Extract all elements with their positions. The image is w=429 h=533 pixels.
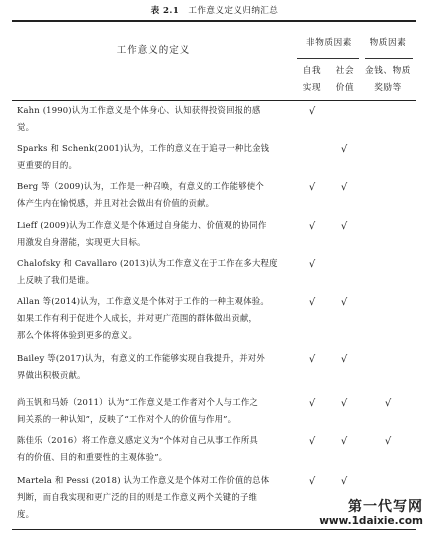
check-self-realization: √ <box>308 221 316 232</box>
site-watermark <box>319 496 423 527</box>
header-self-realization-line2: 实现 <box>302 83 322 93</box>
table-row <box>17 255 295 289</box>
check-social-value: √ <box>340 476 348 487</box>
check-self-realization: √ <box>308 259 316 270</box>
check-self-realization: √ <box>308 398 316 409</box>
row-definition-line: 上反映了我们是谁。 <box>17 275 95 285</box>
check-self-realization: √ <box>308 476 316 487</box>
table-row <box>17 140 295 174</box>
table-row <box>17 217 295 251</box>
row-definition-line: 那么个体将体验到更多的意义。 <box>17 330 138 340</box>
header-social-value <box>329 63 361 97</box>
check-social-value: √ <box>340 144 348 155</box>
header-group-material: 物质因素 <box>369 38 407 48</box>
check-social-value: √ <box>340 221 348 232</box>
check-social-value: √ <box>340 182 348 193</box>
bottom-rule <box>12 529 416 530</box>
table-title <box>0 4 429 16</box>
row-definition-line: 判断，而自我实现和更广泛的目的则是工作意义两个关键的子维 <box>17 492 258 502</box>
check-self-realization: √ <box>308 297 316 308</box>
header-self-realization-line1: 自我 <box>302 66 322 76</box>
check-social-value: √ <box>340 398 348 409</box>
row-definition-line: 度。 <box>17 509 35 519</box>
row-definition-line: 如果工作有利于促进个人成长，并对更广范围的群体做出贡献， <box>17 313 258 323</box>
top-rule <box>12 20 416 22</box>
table-number: 表 2.1 <box>150 6 180 16</box>
row-definition-line: 尚玉钒和马娇（2011）认为“工作意义是工作者对个人与工作之 <box>17 397 258 407</box>
header-social-value-line1: 社会 <box>335 66 355 76</box>
row-definition-line: Allan 等(2014)认为，工作意义是个体对于工作的一种主观体验。 <box>17 296 269 306</box>
header-money-reward-line2: 奖励等 <box>374 83 402 93</box>
table-row <box>17 472 295 523</box>
row-definition-line: 陈佳乐（2016）将工作意义感定义为“个体对自己从事工作所具 <box>17 435 258 445</box>
row-definition-line: 界做出积极贡献。 <box>17 370 86 380</box>
check-self-realization: √ <box>308 436 316 447</box>
check-social-value: √ <box>340 354 348 365</box>
header-money-reward-line1: 金钱、物质 <box>365 66 411 76</box>
row-definition-line: Sparks 和 Schenk(2001)认为，工作的意义在于追寻一种比金钱 <box>17 143 270 153</box>
header-self-realization <box>296 63 328 97</box>
group-underline-nonmaterial <box>297 58 359 59</box>
header-money-reward <box>361 63 415 97</box>
row-definition-line: Berg 等（2009)认为，工作是一种召唤，有意义的工作能够使个 <box>17 181 264 191</box>
check-social-value: √ <box>340 297 348 308</box>
row-definition-line: Lieff (2009)认为工作意义是个体通过自身能力、价值观的协同作 <box>17 220 267 230</box>
check-money-reward: √ <box>384 398 392 409</box>
row-definition-line: 体产生内在愉悦感，并且对社会做出有价值的贡献。 <box>17 198 215 208</box>
group-underline-material <box>365 58 413 59</box>
row-definition-line: 间关系的一种认知”，反映了“工作对个人的价值与作用”。 <box>17 414 237 424</box>
header-rule <box>12 100 416 101</box>
header-group-nonmaterial: 非物质因素 <box>306 38 352 48</box>
watermark-text: 第一代写网 <box>348 499 423 515</box>
table-row <box>17 350 295 384</box>
check-self-realization: √ <box>308 354 316 365</box>
row-definition-line: 用激发自身潜能，实现更大目标。 <box>17 237 146 247</box>
row-definition-line: Martela 和 Pessi (2018) 认为工作意义是个体对工作价值的总体 <box>17 475 270 485</box>
table-row <box>17 432 295 466</box>
check-self-realization: √ <box>308 182 316 193</box>
header-social-value-line2: 价值 <box>335 83 355 93</box>
row-definition-line: Kahn (1990)认为工作意义是个体身心、认知获得投资回报的感 <box>17 105 261 115</box>
header-definition: 工作意义的定义 <box>116 45 191 56</box>
table-title-text: 工作意义定义归纳汇总 <box>188 6 279 16</box>
row-definition-line: 更重要的目的。 <box>17 160 78 170</box>
check-social-value: √ <box>340 436 348 447</box>
row-definition-line: Bailey 等(2017)认为，有意义的工作能够实现自我提升，并对外 <box>17 353 265 363</box>
table-row <box>17 178 295 212</box>
row-definition-line: Chalofsky 和 Cavallaro (2013)认为工作意义在于工作在多大程度 <box>17 258 278 268</box>
table-row <box>17 394 295 428</box>
row-definition-line: 觉。 <box>17 122 35 132</box>
check-money-reward: √ <box>384 436 392 447</box>
check-self-realization: √ <box>308 106 316 117</box>
table-row <box>17 102 295 136</box>
watermark-url: www.1daixie.com <box>319 515 423 527</box>
row-definition-line: 有的价值、目的和重要性的主观体验”。 <box>17 452 168 462</box>
table-row <box>17 293 295 344</box>
